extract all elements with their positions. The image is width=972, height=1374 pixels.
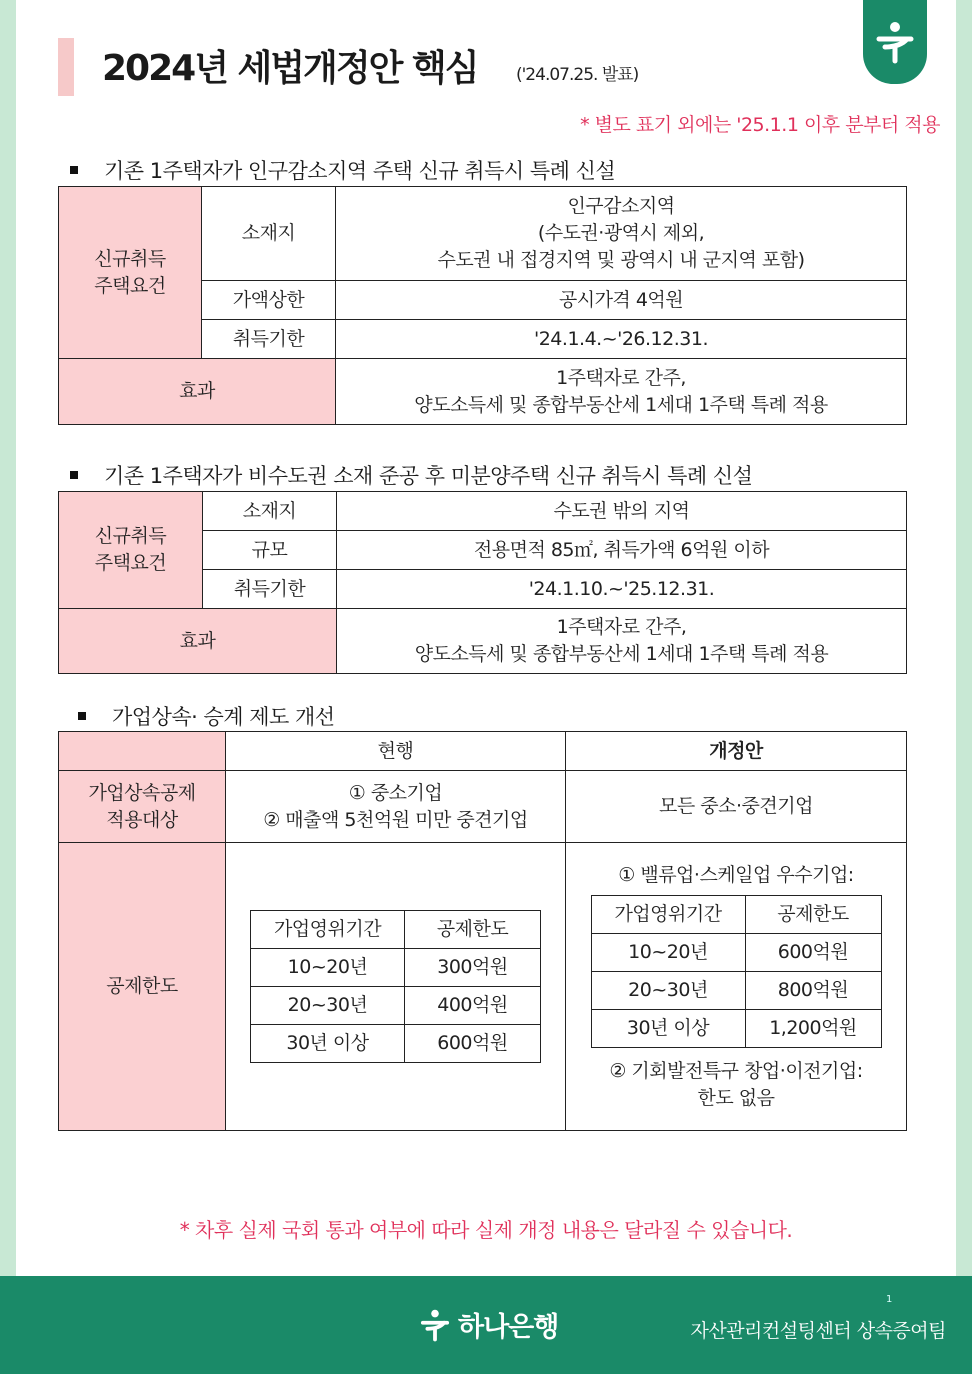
inner-header: 가업영위기간 xyxy=(251,911,405,949)
revised-limit-table xyxy=(591,895,882,1048)
row-value: 인구감소지역 (수도권·광역시 제외, 수도권 내 접경지역 및 광역시 내 군지역 포함) xyxy=(336,187,907,281)
section2-heading: 기존 1주택자가 비수도권 소재 준공 후 미분양주택 신규 취득시 특례 신설 xyxy=(70,460,752,490)
period-cell: 10~20년 xyxy=(251,949,405,987)
row2-revised xyxy=(566,843,907,1131)
period-cell: 20~30년 xyxy=(591,971,745,1009)
hana-logo-icon xyxy=(418,1306,452,1344)
brand-name: 하나은행 xyxy=(458,1312,559,1343)
row-label: 취득기한 xyxy=(203,570,337,609)
col-current: 현행 xyxy=(226,732,566,771)
row-label: 가액상한 xyxy=(202,281,336,320)
title-accent-bar xyxy=(58,38,74,96)
row-value: 전용면적 85㎡, 취득가액 6억원 이하 xyxy=(337,531,907,570)
row1-revised: 모든 중소·중견기업 xyxy=(566,771,907,843)
left-border-strip xyxy=(0,0,16,1276)
limit-cell: 1,200억원 xyxy=(745,1009,881,1047)
footer-brand xyxy=(418,1305,558,1344)
section3-heading: 가업상속· 승계 제도 개선 xyxy=(78,701,335,731)
period-cell: 10~20년 xyxy=(591,933,745,971)
row2-label: 공제한도 xyxy=(59,843,226,1131)
section3-table xyxy=(58,731,907,1131)
limit-cell: 400억원 xyxy=(405,987,541,1025)
hana-logo-icon xyxy=(863,0,927,84)
section2-table xyxy=(58,491,907,674)
bullet-icon xyxy=(70,471,78,479)
limit-cell: 300억원 xyxy=(405,949,541,987)
row-label: 소재지 xyxy=(202,187,336,281)
period-cell: 30년 이상 xyxy=(251,1025,405,1063)
inner-header: 가업영위기간 xyxy=(591,895,745,933)
announce-date: ('24.07.25. 발표) xyxy=(516,65,639,85)
limit-cell: 600억원 xyxy=(745,933,881,971)
bottom-note: * 차후 실제 국회 통과 여부에 따라 실제 개정 내용은 달라질 수 있습니다. xyxy=(179,1218,793,1242)
row1-label: 가업상속공제 적용대상 xyxy=(59,771,226,843)
effect-label: 효과 xyxy=(59,609,337,674)
right-border-strip xyxy=(956,0,972,1276)
section1-table xyxy=(58,186,907,425)
group-label: 신규취득 주택요건 xyxy=(59,492,203,609)
row-value: '24.1.4.~'26.12.31. xyxy=(336,320,907,359)
header-blank xyxy=(59,732,226,771)
revised-note: ② 기회발전특구 창업·이전기업: 한도 없음 xyxy=(609,1059,863,1109)
effect-label: 효과 xyxy=(59,359,336,425)
page-title: 2024년 세법개정안 핵심 xyxy=(102,48,478,89)
period-cell: 20~30년 xyxy=(251,987,405,1025)
group-label: 신규취득 주택요건 xyxy=(59,187,202,359)
period-cell: 30년 이상 xyxy=(591,1009,745,1047)
row-label: 취득기한 xyxy=(202,320,336,359)
limit-cell: 600억원 xyxy=(405,1025,541,1063)
current-limit-table xyxy=(250,910,541,1063)
limit-cell: 800억원 xyxy=(745,971,881,1009)
inner-header: 공제한도 xyxy=(745,895,881,933)
col-revised: 개정안 xyxy=(566,732,907,771)
section1-heading: 기존 1주택자가 인구감소지역 주택 신규 취득시 특례 신설 xyxy=(70,155,615,185)
row2-current xyxy=(226,843,566,1131)
row-value: 공시가격 4억원 xyxy=(336,281,907,320)
bullet-icon xyxy=(70,166,78,174)
row-value: '24.1.10.~'25.12.31. xyxy=(337,570,907,609)
row-label: 소재지 xyxy=(203,492,337,531)
team-name: 자산관리컨설팅센터 상속증여팀 xyxy=(690,1320,946,1342)
revised-intro: ① 밸류업·스케일업 우수기업: xyxy=(618,863,854,886)
bullet-icon xyxy=(78,712,86,720)
row1-current: ① 중소기업 ② 매출액 5천억원 미만 중견기업 xyxy=(226,771,566,843)
page-number: 1 xyxy=(886,1294,893,1305)
row-value: 수도권 밖의 지역 xyxy=(337,492,907,531)
inner-header: 공제한도 xyxy=(405,911,541,949)
effect-value: 1주택자로 간주, 양도소득세 및 종합부동산세 1세대 1주택 특례 적용 xyxy=(336,359,907,425)
row-label: 규모 xyxy=(203,531,337,570)
top-note: * 별도 표기 외에는 '25.1.1 이후 분부터 적용 xyxy=(580,114,940,136)
effect-value: 1주택자로 간주, 양도소득세 및 종합부동산세 1세대 1주택 특례 적용 xyxy=(337,609,907,674)
